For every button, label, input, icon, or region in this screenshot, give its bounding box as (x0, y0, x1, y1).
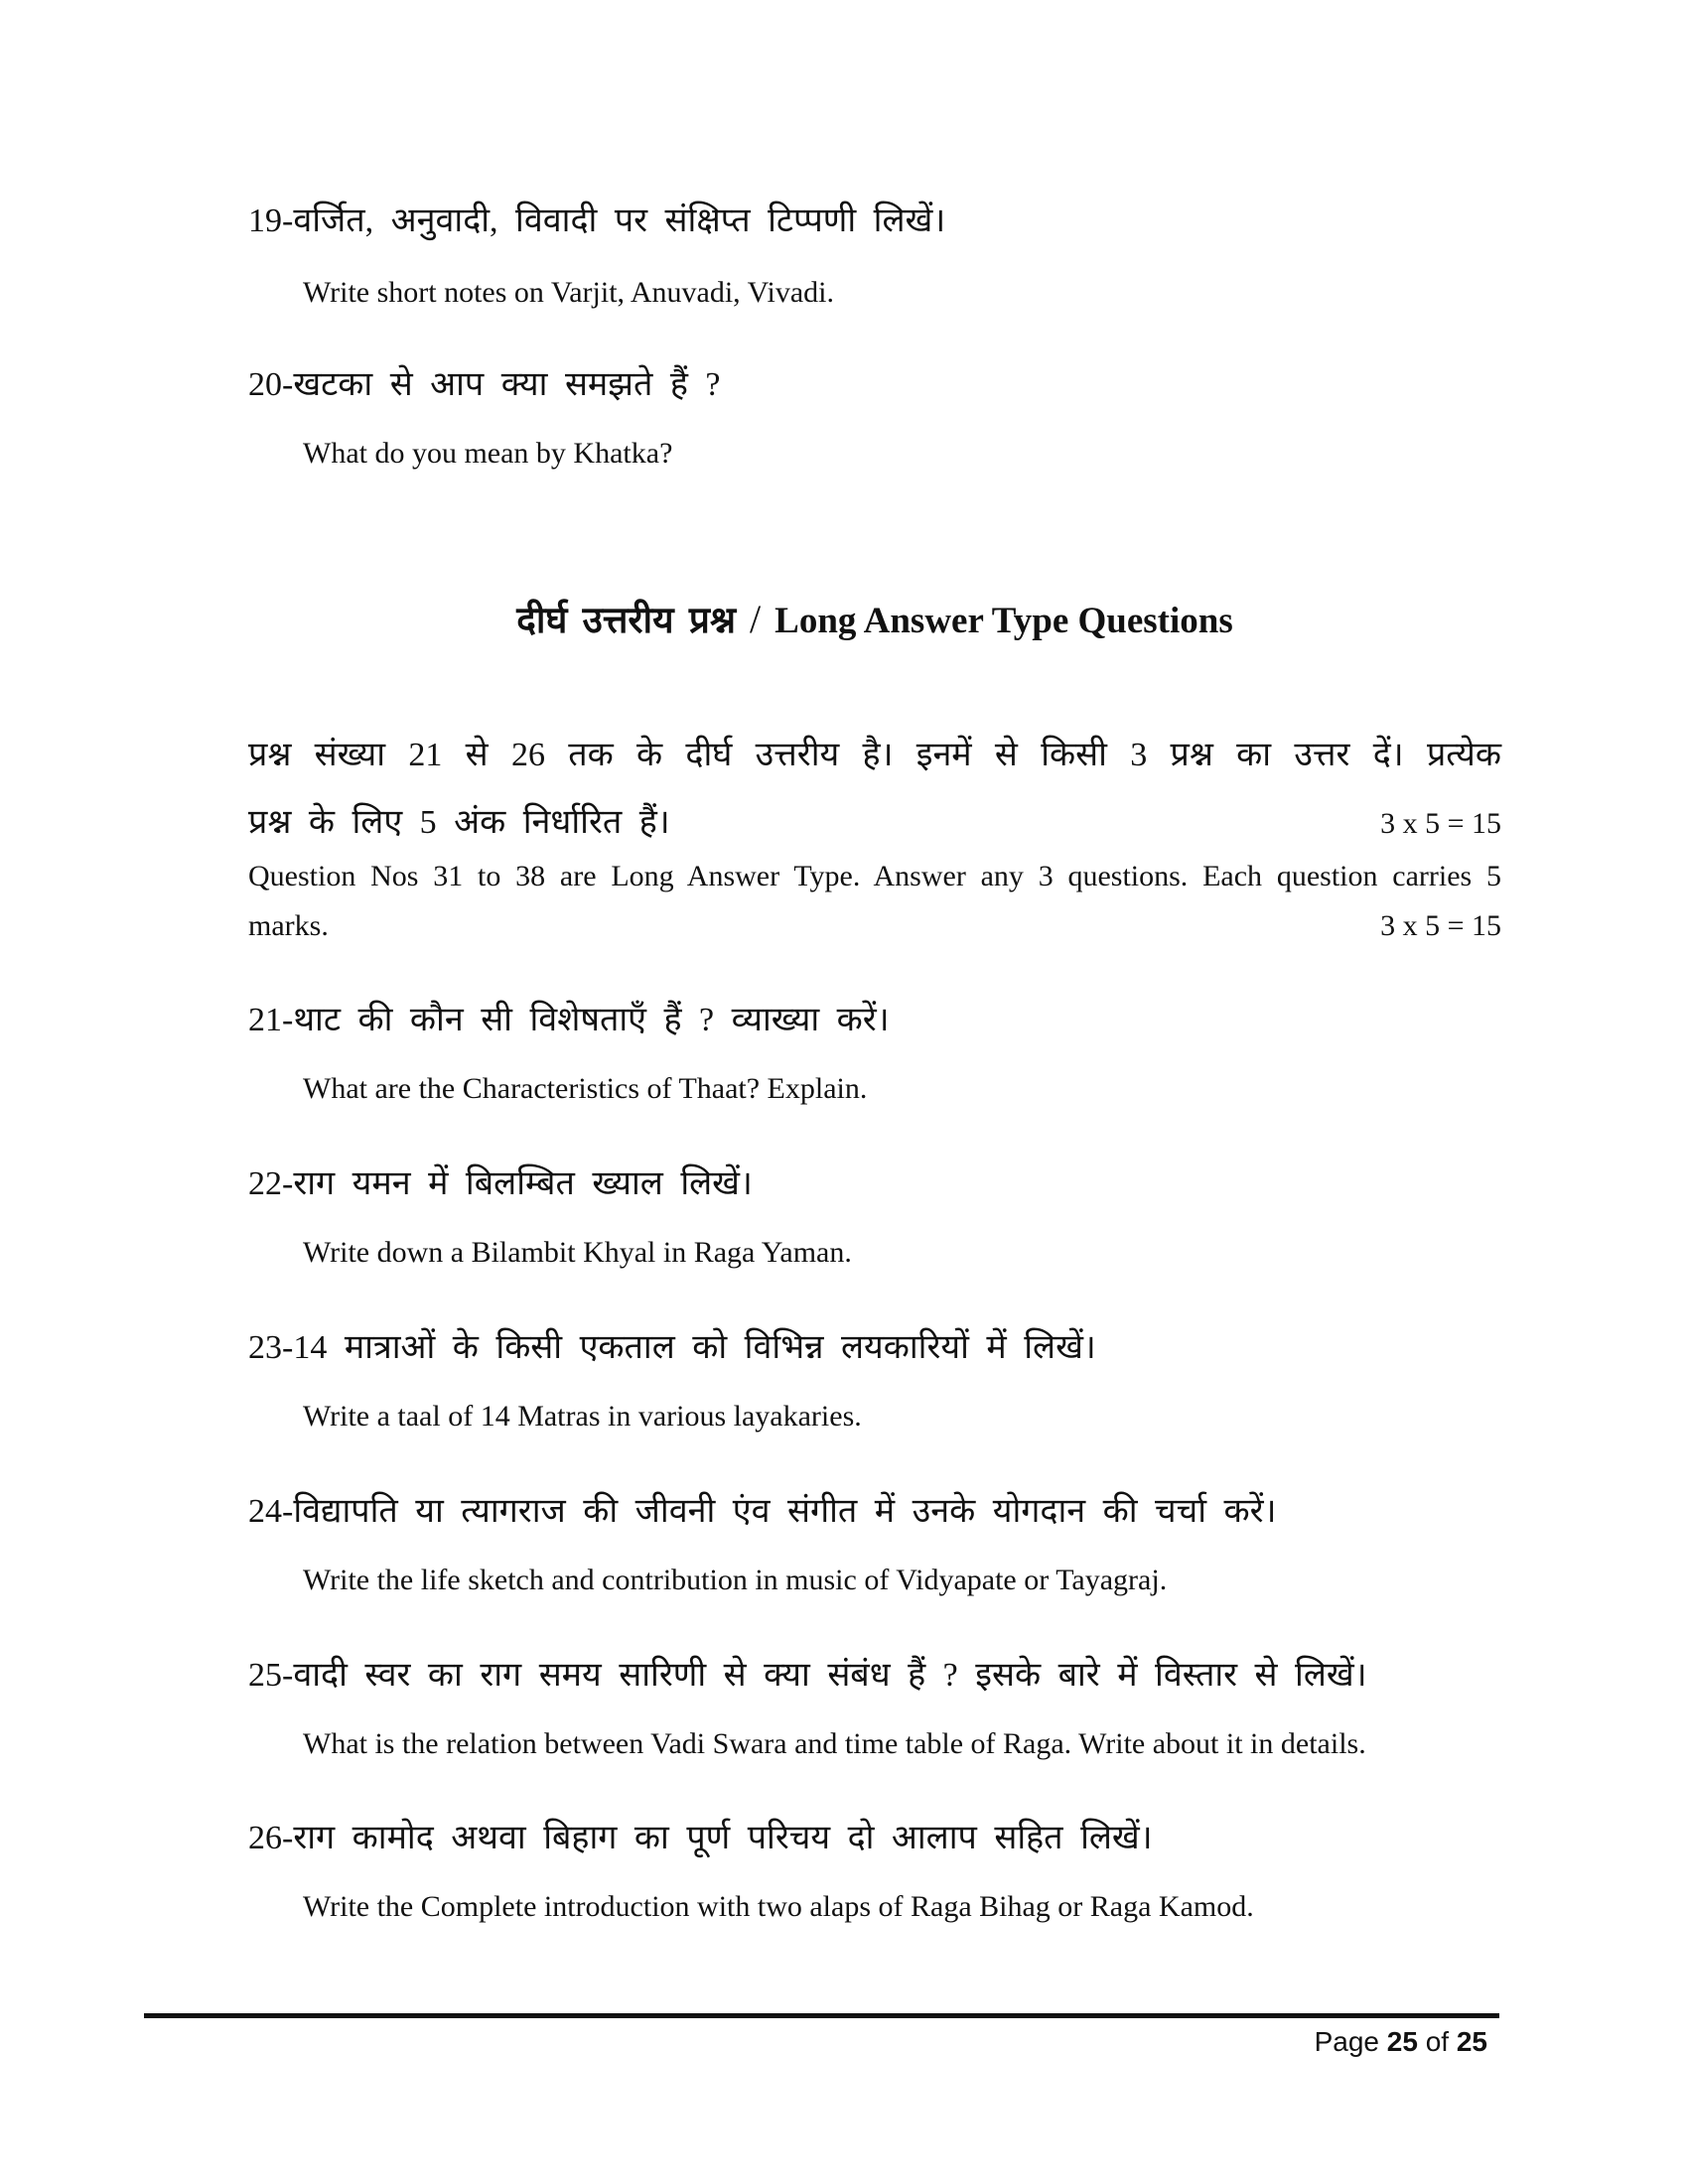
question-19-english: Write short notes on Varjit, Anuvadi, Vivadi. (303, 276, 834, 309)
section-heading (248, 593, 1501, 643)
question-23-hindi: 23-14 मात्राओं के किसी एकताल को विभिन्न लयकारियों में लिखें। (248, 1329, 1096, 1366)
question-23-english: Write a taal of 14 Matras in various layakaries. (303, 1400, 862, 1433)
instructions-hindi-line2: प्रश्न के लिए 5 अंक निर्धारित हैं। (248, 804, 670, 841)
footer-total-pages: 25 (1456, 2026, 1487, 2057)
question-24-hindi: 24-विद्यापति या त्यागराज की जीवनी एंव संगीत में उनके योगदान की चर्चा करें। (248, 1493, 1277, 1530)
question-22-english: Write down a Bilambit Khyal in Raga Yaman. (303, 1236, 852, 1269)
instructions-hindi-line1: प्रश्न संख्या 21 से 26 तक के दीर्घ उत्तरीय है। इनमें से किसी 3 प्रश्न का उत्तर दें। प्रत्येक (248, 737, 1501, 773)
instructions-english-line2-row (248, 909, 1501, 943)
marks-formula-hindi: 3 x 5 = 15 (1380, 807, 1501, 840)
question-21-english: What are the Characteristics of Thaat? Explain. (303, 1072, 868, 1105)
instructions-hindi-line2-row (248, 797, 1501, 843)
marks-formula-english: 3 x 5 = 15 (1380, 909, 1501, 942)
question-19-hindi: 19-वर्जित, अनुवादी, विवादी पर संक्षिप्त टिप्पणी लिखें। (248, 203, 946, 239)
question-20-english: What do you mean by Khatka? (303, 437, 673, 470)
footer-current-page: 25 (1386, 2026, 1418, 2057)
section-heading-divider: / (750, 597, 762, 641)
page-number-footer (248, 2026, 1487, 2058)
question-22-hindi: 22-राग यमन में बिलम्बित ख्याल लिखें। (248, 1165, 753, 1202)
question-25-english: What is the relation between Vadi Swara and time table of Raga. Write about it in details. (303, 1727, 1366, 1760)
question-21-hindi: 21-थाट की कौन सी विशेषताएँ हैं ? व्याख्या करें। (248, 1002, 890, 1038)
instructions-english-line2: marks. (248, 909, 329, 942)
question-26-english: Write the Complete introduction with two alaps of Raga Bihag or Raga Kamod. (303, 1890, 1254, 1923)
section-heading-english: Long Answer Type Questions (774, 601, 1233, 641)
question-25-hindi: 25-वादी स्वर का राग समय सारिणी से क्या संबंध हैं ? इसके बारे में विस्तार से लिखें। (248, 1657, 1367, 1694)
question-26-hindi: 26-राग कामोद अथवा बिहाग का पूर्ण परिचय दो आलाप सहित लिखें। (248, 1820, 1153, 1856)
footer-of-label: of (1425, 2026, 1450, 2057)
footer-page-label: Page (1314, 2026, 1379, 2057)
question-20-hindi: 20-खटका से आप क्या समझते हैं ? (248, 366, 721, 403)
instructions-english-line1: Question Nos 31 to 38 are Long Answer Type. Answer any 3 questions. Each question carries 5 (248, 860, 1501, 892)
footer-divider-rule (144, 2013, 1499, 2018)
question-24-english: Write the life sketch and contribution in music of Vidyapate or Tayagraj. (303, 1564, 1168, 1596)
section-heading-hindi: दीर्घ उत्तरीय प्रश्न (516, 601, 737, 641)
